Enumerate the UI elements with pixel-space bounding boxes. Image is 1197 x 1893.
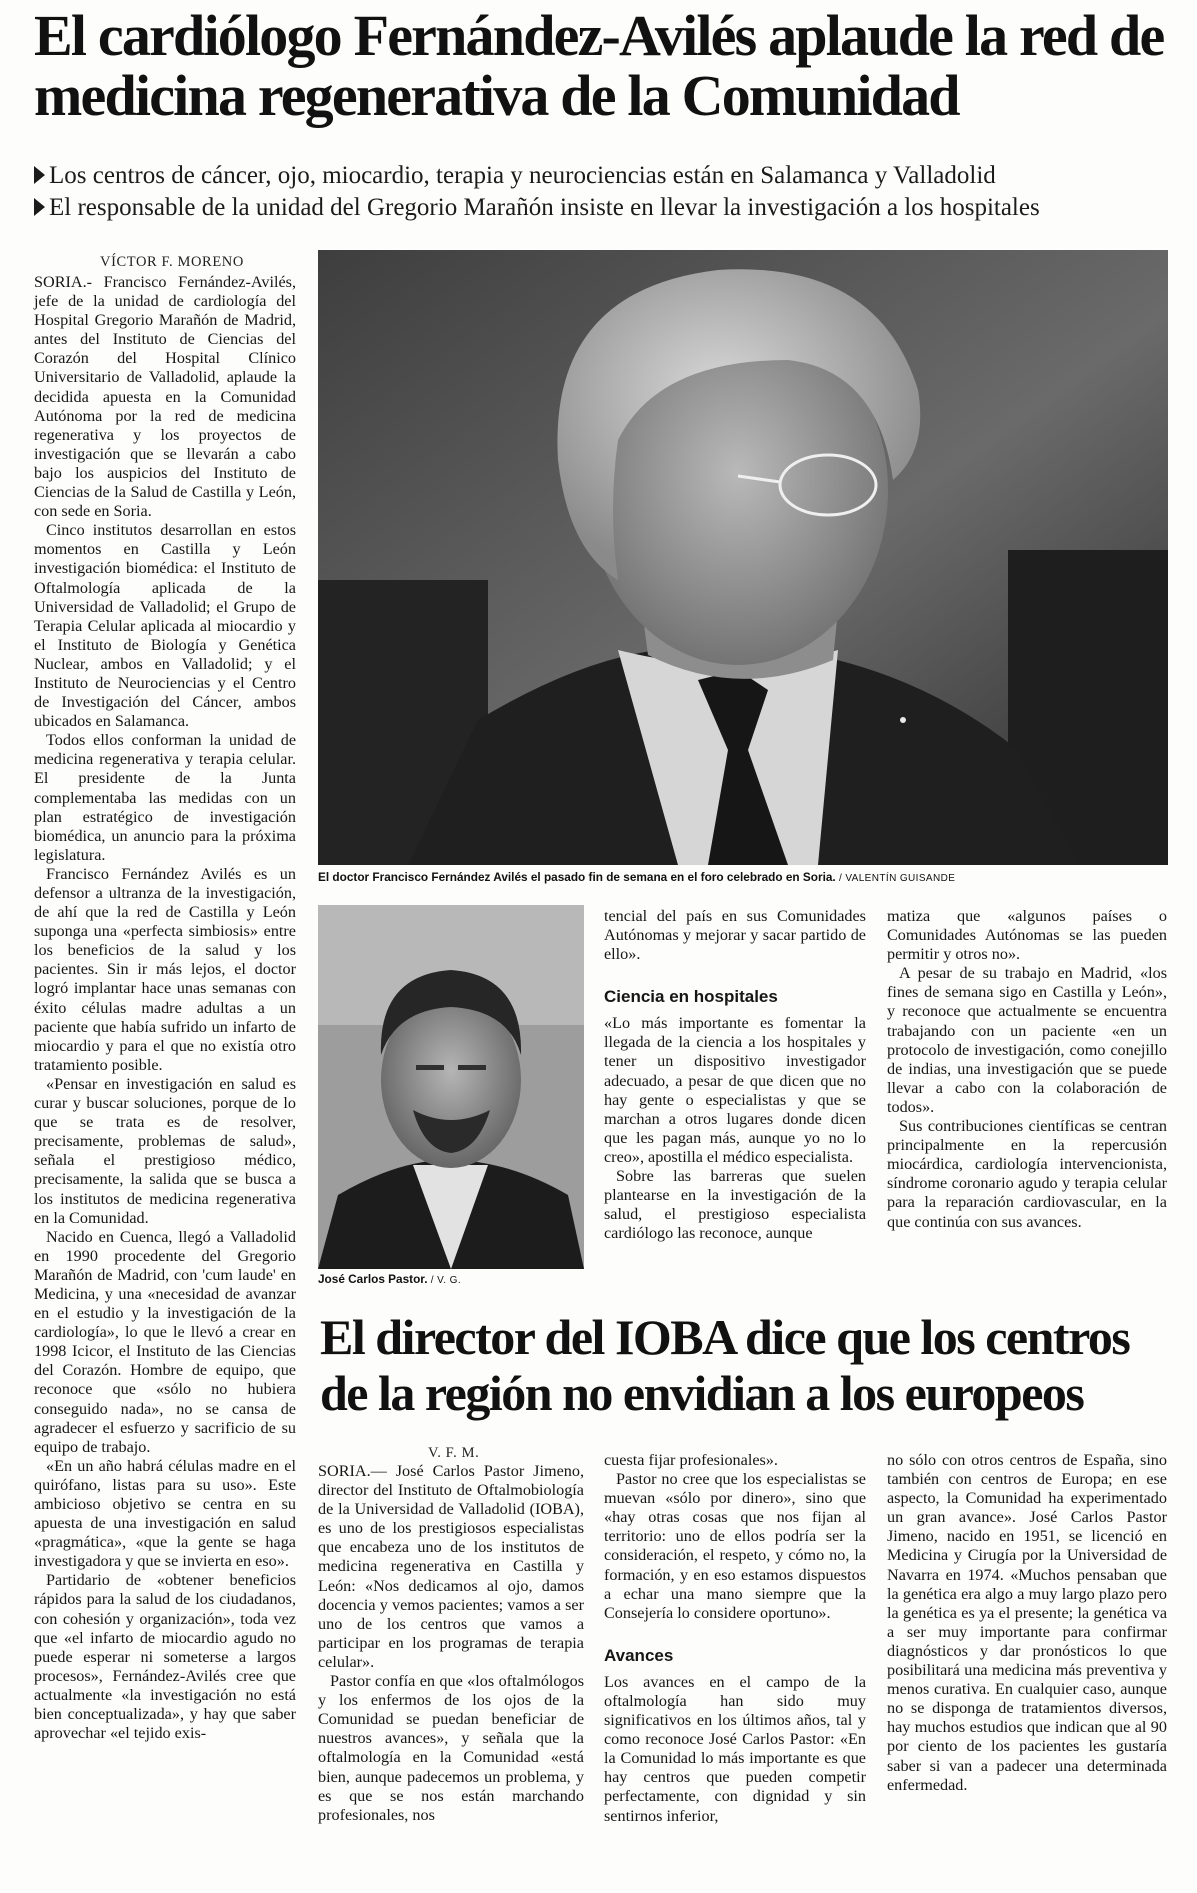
portrait-photo xyxy=(318,905,584,1269)
main-photo xyxy=(318,250,1168,865)
subheading: Avances xyxy=(604,1645,674,1665)
second-headline: El director del IOBA dice que los centros de la región no envidian a los europeos xyxy=(320,1309,1130,1421)
paragraph: Todos ellos conforman la unidad de medicina regenerativa y terapia celular. El presidente de la Junta complementaba las medidas con un plan estratégico de investigación biomédica, un anuncio para la próxima legislatura. xyxy=(34,731,296,864)
byline: V. F. M. xyxy=(428,1445,480,1461)
main-headline: El cardiólogo Fernández-Avilés aplaude la red de medicina regenerativa de la Comunidad xyxy=(34,3,1164,128)
photo-credit: / V. G. xyxy=(430,1275,462,1286)
paragraph: Francisco Fernández Avilés es un defensor a ultranza de la investigación, de ahí que la red de Castilla y León suponga una «perfecta simbiosis» entre los beneficios de la salud y los pacientes. Sin ir más lejos, el doctor logró implantar hace unas semanas con éxito células madre adultas a un paciente que había sufrido un infarto de miocardio y para el que no existía otro tratamiento posible. xyxy=(34,864,296,1074)
caption-text: José Carlos Pastor. xyxy=(318,1272,428,1286)
subheading: Ciencia en hospitales xyxy=(604,987,778,1007)
paragraph: SORIA.- Francisco Fernández-Avilés, jefe de la unidad de cardiología del Hospital Gregorio Marañón de Madrid, antes del Instituto de Ciencias del Corazón del Hospital Clínico Universitario de Valladolid, aplaude la decidida apuesta en la Comunidad Autónoma por la red de medicina regenerativa y los proyectos de investigación que se llevarán a cabo bajo los auspicios del Instituto de Ciencias de la Salud de Castilla y León, con sede en Soria. xyxy=(34,273,296,521)
paragraph: Los avances en el campo de la oftalmología han sido muy significativos en los últimos años, tal y como reconoce José Carlos Pastor: «En la Comunidad lo más importante es que hay centros que pueden competir perfectamente, con dignidad y sin sentirnos inferior, xyxy=(604,1672,866,1825)
paragraph: Pastor confía en que «los oftalmólogos y los enfermos de los ojos de la Comunidad se puedan beneficiar de nuestros avances», y señala que la oftalmología en la Comunidad «está bien, aunque padecemos un problema, y es que se nos están marchando profesionales, nos xyxy=(318,1672,584,1824)
article2-column-3 xyxy=(604,1451,866,1826)
paragraph: A pesar de su trabajo en Madrid, «los fines de semana sigo en Castilla y León», y reconoce que actualmente se encuentra trabajando con un paciente «en un protocolo de investigación, como conejillo de indias, una investigación que se puede llevar a cabo con la colaboración de todos». xyxy=(887,964,1167,1116)
paragraph: Pastor no cree que los especialistas se muevan «sólo por dinero», sino que «hay otras cosas que nos fijan al territorio: uno de ellos podría ser la consideración, el respeto, y cómo no, la formación, y en eso estamos dispuestos a echar una mano siempre que la Consejería lo considere oportuno». xyxy=(604,1470,866,1622)
kicker-item xyxy=(34,192,1164,224)
paragraph: SORIA.— José Carlos Pastor Jimeno, director del Instituto de Oftalmobiología de la Universidad de Valladolid (IOBA), es uno de los prestigiosos especialistas que encabeza uno de los institutos de medicina regenerativa en Castilla y León: «Nos dedicamos al ojo, damos docencia y vemos pacientes; vamos a ser uno de los centros que vamos a participar en los programas de terapia celular». xyxy=(318,1462,584,1671)
kicker-item xyxy=(34,160,1164,192)
kicker-text: Los centros de cáncer, ojo, miocardio, terapia y neurociencias están en Salamanca y Valladolid xyxy=(49,162,996,189)
paragraph: Sobre las barreras que suelen plantearse en la investigación de la salud, el prestigioso especialista cardiólogo las reconoce, aunque xyxy=(604,1167,866,1243)
portrait-caption xyxy=(318,1272,461,1286)
photo-credit: / VALENTÍN GUISANDE xyxy=(838,873,956,884)
kicker-text: El responsable de la unidad del Gregorio Marañón insiste en llevar la investigación a los hospitales xyxy=(49,194,1040,221)
article2-column-2 xyxy=(318,1462,584,1825)
doctor-portrait-image xyxy=(318,250,1168,865)
article2-column-4 xyxy=(887,1451,1167,1795)
paragraph: tencial del país en sus Comunidades Autónomas y mejorar y sacar partido de ello». xyxy=(604,907,866,964)
pastor-portrait-image xyxy=(318,905,584,1269)
article-column-4 xyxy=(887,907,1167,1232)
main-photo-caption xyxy=(318,870,955,884)
paragraph: no sólo con otros centros de España, sino también con centros de Europa; en ese aspecto, la Comunidad ha experimentado un gran avance». José Carlos Pastor Jimeno, nacido en 1951, se licenció en Medicina y Cirugía por la Universidad de Navarra en 1974. «Muchos pensaban que la genética era algo a muy largo plazo pero la genética es ya el presente; la genética va a ser muy importante para confirmar diagnósticos y dar pronósticos lo que posibilitará una medicina más preventiva y menos curativa. En cualquier caso, aunque no se disponga de tratamientos diversos, hay muchos estudios que indican que al 90 por ciento de los pacientes les gustaría saber si van a padecer una determinada enfermedad. xyxy=(887,1451,1167,1794)
article-column-1 xyxy=(34,273,296,1743)
byline: VÍCTOR F. MORENO xyxy=(100,254,244,270)
paragraph: Nacido en Cuenca, llegó a Valladolid en 1990 procedente del Gregorio Marañón de Madrid, con 'cum laude' en Medicina, y una «necesidad de avanzar en el estudio y la investigación de la cardiología», lo que le llevó a crear en 1998 Icicor, el Instituto de las Ciencias del Corazón. Hombre de equipo, que reconoce que «sólo no hubiera conseguido nada», no se cansa de agradecer el esfuerzo y sacrificio de su equipo de trabajo. xyxy=(34,1227,296,1456)
triangle-bullet-icon xyxy=(34,198,45,216)
paragraph: «Lo más importante es fomentar la llegada de la ciencia a los hospitales y tener un dispositivo investigador adecuado, a pesar de que dicen que no hay gente o especialistas y que se marchan a otros lugares donde dicen que les pagan más, aunque yo no lo creo», apostilla el médico especialista. xyxy=(604,1014,866,1166)
paragraph: «Pensar en investigación en salud es curar y buscar soluciones, porque de lo que se trata es de resolver, precisamente, problemas de salud», señala el prestigioso médico, precisamente, la salida que se busca a los institutos de medicina regenerativa en la Comunidad. xyxy=(34,1074,296,1227)
paragraph: «En un año habrá células madre en el quirófano, listas para su uso». Este ambicioso objetivo se centra en su apuesta de una investigación en salud «pragmática», «que la gente se haga investigadora y que se invierta en eso». xyxy=(34,1456,296,1571)
paragraph: Sus contribuciones científicas se centran principalmente en la repercusión miocárdica, cardiología intervencionista, síndrome coronario agudo y terapia celular para la reparación cardiovascular, en la que continúa con sus avances. xyxy=(887,1117,1167,1231)
kicker-list xyxy=(34,160,1164,224)
caption-text: El doctor Francisco Fernández Avilés el pasado fin de semana en el foro celebrado en Soria. xyxy=(318,870,836,884)
paragraph: matiza que «algunos países o Comunidades Autónomas se las pueden permitir y otros no». xyxy=(887,907,1167,964)
triangle-bullet-icon xyxy=(34,166,45,184)
paragraph: Cinco institutos desarrollan en estos momentos en Castilla y León investigación biomédica: el Instituto de Oftalmología aplicada de la Universidad de Valladolid; el Grupo de Terapia Celular aplicada al miocardio y el Instituto de Biología y Genética Nuclear, ambos en Valladolid; y el Instituto de Neurociencias y el Centro de Investigación del Cáncer, ambos ubicados en Salamanca. xyxy=(34,521,296,731)
paragraph: cuesta fijar profesionales». xyxy=(604,1451,778,1469)
paragraph: Partidario de «obtener beneficios rápidos para la salud de los ciudadanos, con cohesión y organización», toda vez que «el infarto de miocardio agudo no puede esperar ni someterse a largos procesos», Fernández-Avilés cree que actualmente «la investigación no está bien conceptualizada», y hay que saber aprovechar «el tejido exis- xyxy=(34,1571,296,1743)
article-column-3 xyxy=(604,907,866,1243)
